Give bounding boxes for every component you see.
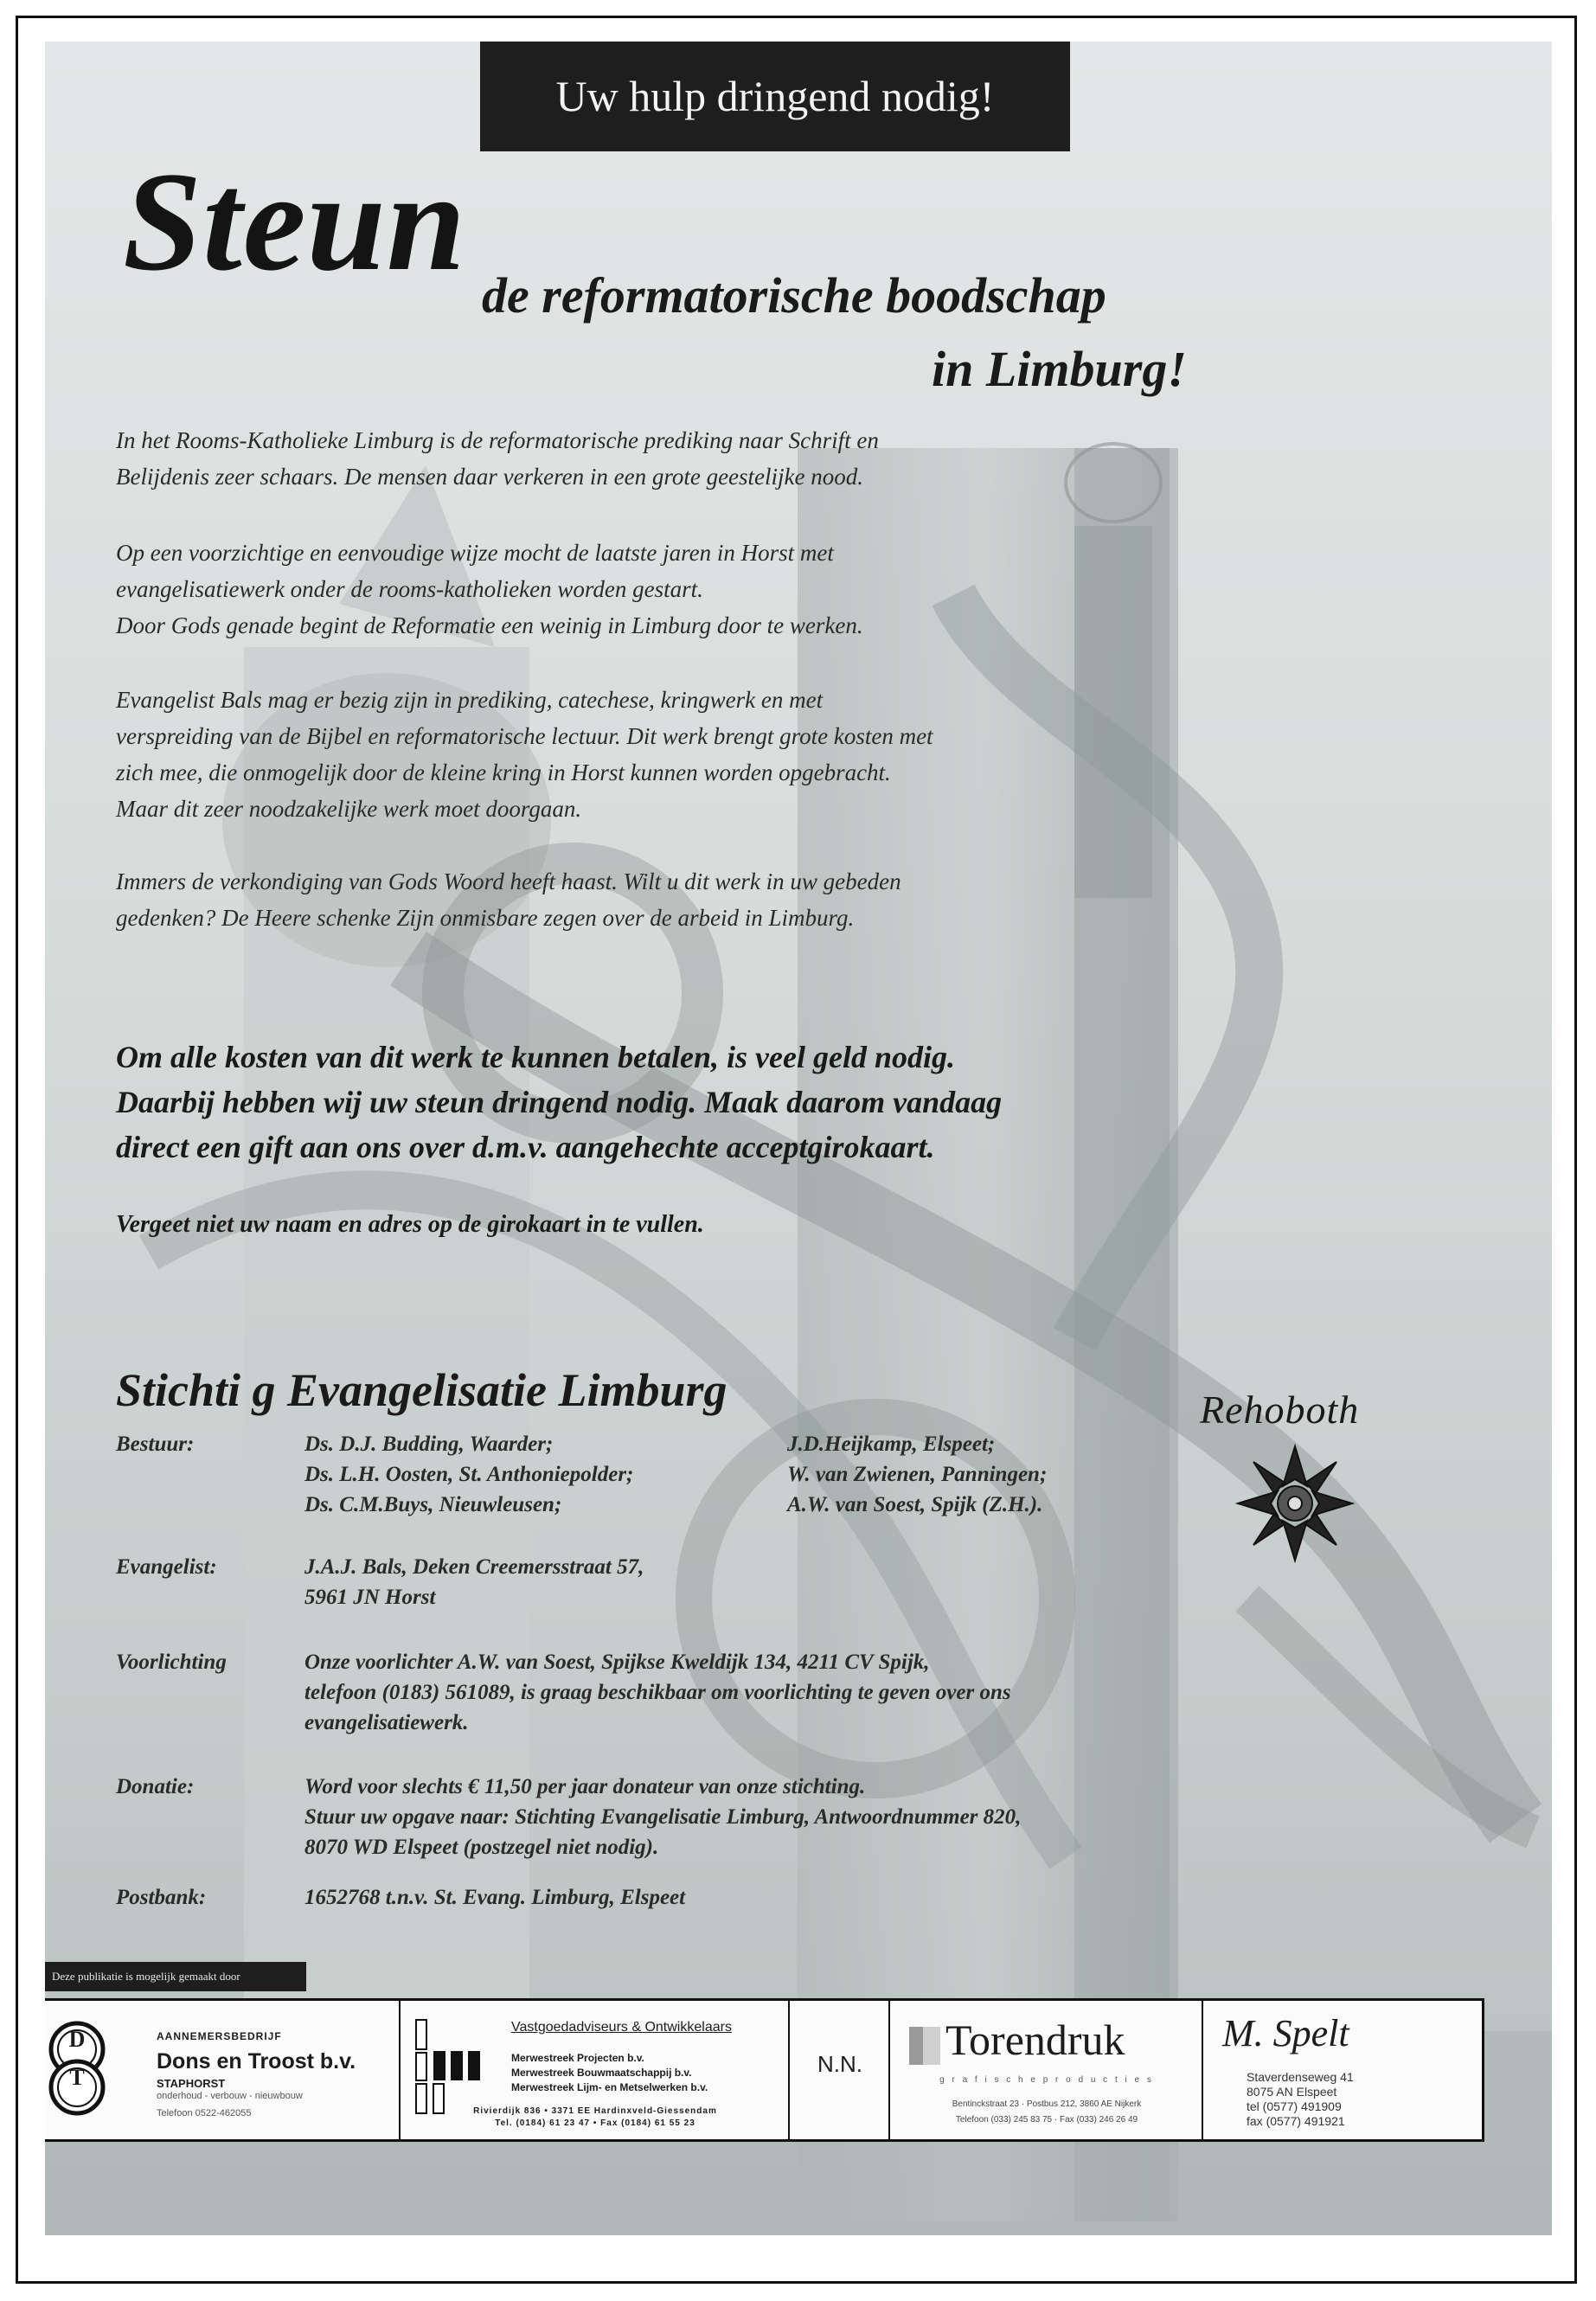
dons-place: STAPHORST — [157, 2077, 226, 2090]
merwestreek-company: Merwestreek Lijm- en Metselwerken b.v. — [511, 2081, 708, 2093]
merwestreek-header: Vastgoedadviseurs & Ontwikkelaars — [511, 2020, 732, 2035]
merwestreek-address: Rivierdijk 836 • 3371 EE Hardinxveld-Giessendam — [473, 2106, 717, 2116]
donatie-info — [304, 1772, 1021, 1862]
urgent-banner: Uw hulp dringend nodig! — [480, 42, 1070, 151]
evangelist-line: 5961 JN Horst — [304, 1586, 436, 1609]
torendruk-logo-icon — [909, 2027, 940, 2065]
paragraph-line: zich mee, die onmogelijk door de kleine kring in Horst kunnen worden opgebracht. — [116, 760, 891, 785]
call-to-action — [116, 1035, 1240, 1170]
donatie-line: 8070 WD Elspeet (postzegel niet nodig). — [304, 1836, 659, 1859]
board-member: Ds. C.M.Buys, Nieuwleusen; — [304, 1493, 562, 1516]
voorlichting-line: evangelisatiewerk. — [304, 1711, 469, 1734]
subheadline-line1: de reformatorische boodschap — [482, 267, 1106, 324]
donatie-line: Stuur uw opgave naar: Stichting Evangelisatie Limburg, Antwoordnummer 820, — [304, 1805, 1022, 1829]
paragraph-line: verspreiding van de Bijbel en reformatorische lectuur. Dit werk brengt grote kosten met — [116, 723, 933, 749]
donatie-line: Word voor slechts € 11,50 per jaar donateur van onze stichting. — [304, 1775, 866, 1798]
merwestreek-company: Merwestreek Projecten b.v. — [511, 2052, 644, 2064]
dons-badge-letter: D — [68, 2027, 86, 2052]
bestuur-list-2 — [787, 1429, 1047, 1520]
sponsor-merwestreek — [401, 2001, 790, 2139]
sponsor-spelt — [1203, 2001, 1482, 2139]
call-to-action-line: Daarbij hebben wij uw steun dringend nodig. Maak daarom vandaag — [116, 1085, 1003, 1119]
paragraph-4 — [116, 863, 1232, 936]
paragraph-3 — [116, 682, 1232, 827]
flyer-panel — [45, 42, 1552, 2235]
postbank-label: Postbank: — [116, 1886, 207, 1909]
voorlichting-info — [304, 1647, 1011, 1738]
spelt-line: tel (0577) 491909 — [1247, 2099, 1342, 2113]
sponsor-torendruk — [890, 2001, 1203, 2139]
paragraph-line: Op een voorzichtige en eenvoudige wijze mocht de laatste jaren in Horst met — [116, 540, 834, 566]
evangelist-info — [304, 1552, 644, 1612]
board-member: J.D.Heijkamp, Elspeet; — [787, 1433, 996, 1456]
paragraph-1 — [116, 422, 1232, 495]
spelt-name: M. Spelt — [1222, 2012, 1349, 2054]
board-member: W. van Zwienen, Panningen; — [787, 1463, 1048, 1486]
bestuur-list-1 — [304, 1429, 633, 1520]
torendruk-address: Bentinckstraat 23 · Postbus 212, 3860 AE Nijkerk — [952, 2099, 1142, 2109]
paragraph-line: In het Rooms-Katholieke Limburg is de reformatorische prediking naar Schrift en — [116, 427, 879, 453]
evangelist-label: Evangelist: — [116, 1555, 217, 1579]
foundation-name: Stichti g Evangelisatie Limburg — [116, 1364, 727, 1416]
giro-reminder: Vergeet niet uw naam en adres op de girokaart in te vullen. — [116, 1211, 704, 1238]
paragraph-line: evangelisatiewerk onder de rooms-katholieken worden gestart. — [116, 576, 703, 602]
rehoboth-logo-text: Rehoboth — [1200, 1388, 1360, 1432]
headline-steun: Steun — [123, 144, 466, 300]
dons-phone: Telefoon 0522-462055 — [157, 2108, 252, 2118]
rehoboth-rose-icon — [1234, 1443, 1356, 1564]
torendruk-name: Torendruk — [945, 2016, 1125, 2064]
spelt-line: 8075 AN Elspeet — [1247, 2085, 1337, 2099]
nn-label: N.N. — [817, 2051, 862, 2077]
spelt-line: Staverdenseweg 41 — [1247, 2070, 1354, 2084]
call-to-action-line: Om alle kosten van dit werk te kunnen betalen, is veel geld nodig. — [116, 1040, 955, 1074]
dons-name: Dons en Troost b.v. — [157, 2049, 356, 2073]
postbank-info: 1652768 t.n.v. St. Evang. Limburg, Elspeet — [304, 1886, 686, 1909]
voorlichting-line: telefoon (0183) 561089, is graag beschikbaar om voorlichting te geven over ons — [304, 1681, 1011, 1704]
paragraph-line: gedenken? De Heere schenke Zijn onmisbare zegen over de arbeid in Limburg. — [116, 905, 855, 931]
paragraph-line: Evangelist Bals mag er bezig zijn in prediking, catechese, kringwerk en met — [116, 687, 824, 713]
spelt-line: fax (0577) 491921 — [1247, 2114, 1345, 2128]
board-member: A.W. van Soest, Spijk (Z.H.). — [787, 1493, 1043, 1516]
voorlichting-label: Voorlichting — [116, 1650, 227, 1674]
evangelist-line: J.A.J. Bals, Deken Creemersstraat 57, — [304, 1555, 644, 1579]
dons-kicker: AANNEMERSBEDRIJF — [157, 2030, 282, 2042]
bestuur-label: Bestuur: — [116, 1433, 195, 1456]
sponsor-dons-en-troost — [45, 2001, 401, 2139]
spelt-contact — [1247, 2070, 1354, 2129]
donatie-label: Donatie: — [116, 1775, 195, 1798]
paragraph-line: Belijdenis zeer schaars. De mensen daar verkeren in een grote geestelijke nood. — [116, 464, 863, 490]
publication-credit: Deze publikatie is mogelijk gemaakt door — [45, 1962, 306, 1991]
paragraph-line: Door Gods genade begint de Reformatie een weinig in Limburg door te werken. — [116, 612, 863, 638]
board-member: Ds. L.H. Oosten, St. Anthoniepolder; — [304, 1463, 634, 1486]
merwestreek-phone: Tel. (0184) 61 23 47 • Fax (0184) 61 55 23 — [495, 2118, 695, 2128]
torendruk-tagline: g r a f i s c h e p r o d u c t i e s — [939, 2075, 1154, 2085]
paragraph-2 — [116, 535, 1232, 644]
troost-badge-letter: T — [69, 2065, 85, 2090]
merwestreek-company: Merwestreek Bouwmaatschappij b.v. — [511, 2067, 692, 2079]
sponsor-bar — [45, 1998, 1484, 2142]
merwestreek-companies — [511, 2051, 708, 2095]
call-to-action-line: direct een gift aan ons over d.m.v. aangehechte acceptgirokaart. — [116, 1130, 935, 1164]
subheadline-line2: in Limburg! — [932, 341, 1187, 397]
torendruk-phone: Telefoon (033) 245 83 75 · Fax (033) 246 26 49 — [955, 2115, 1138, 2125]
board-member: Ds. D.J. Budding, Waarder; — [304, 1433, 554, 1456]
merwestreek-logo-icon — [413, 2018, 496, 2115]
voorlichting-line: Onze voorlichter A.W. van Soest, Spijkse Kweldijk 134, 4211 CV Spijk, — [304, 1650, 930, 1674]
paragraph-line: Maar dit zeer noodzakelijke werk moet doorgaan. — [116, 796, 582, 822]
sponsor-nn — [790, 2001, 890, 2139]
dons-services: onderhoud - verbouw - nieuwbouw — [157, 2091, 303, 2101]
paragraph-line: Immers de verkondiging van Gods Woord heeft haast. Wilt u dit werk in uw gebeden — [116, 868, 901, 894]
